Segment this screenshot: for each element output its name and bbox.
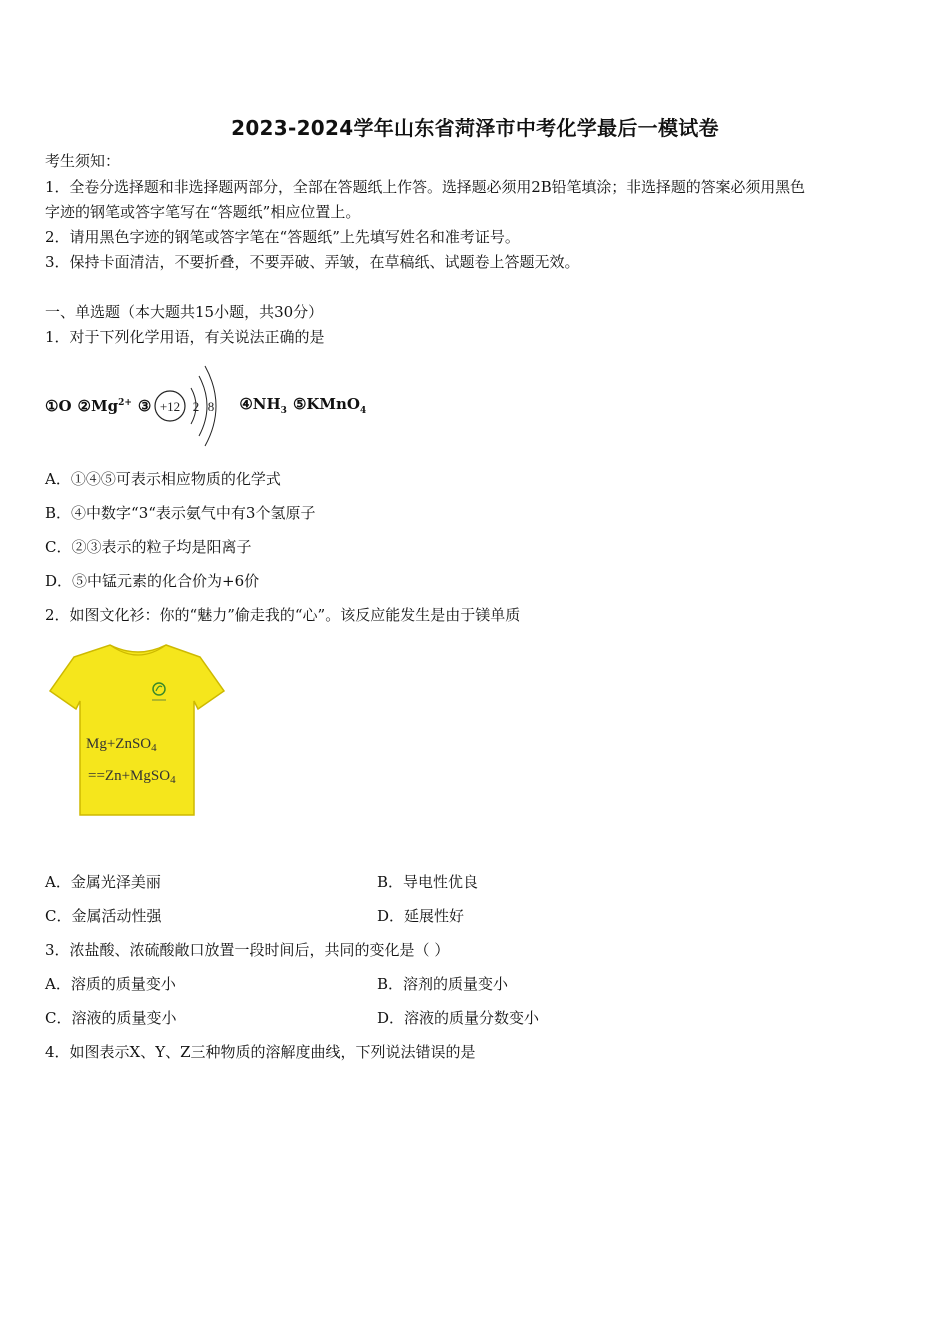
page-title: 2023-2024学年山东省菏泽市中考化学最后一模试卷 bbox=[231, 116, 719, 140]
formula-mg-label: ②Mg bbox=[77, 396, 119, 415]
shell-electrons-2: 8 bbox=[208, 398, 215, 414]
notice-item-2: 2．请用黑色字迹的钢笔或答字笔在“答题纸”上先填写姓名和准考证号。 bbox=[45, 228, 520, 246]
formula-oxygen: ①O bbox=[45, 396, 72, 415]
formula-kmno-label: ⑤KMnO bbox=[292, 395, 360, 413]
question-1-option-b: B．④中数字“3“表示氨气中有3个氢原子 bbox=[45, 504, 316, 522]
formula-kmno4 bbox=[293, 395, 366, 416]
question-3-option-d: D．溶液的质量分数变小 bbox=[377, 1009, 540, 1027]
question-3-option-a: A．溶质的质量变小 bbox=[45, 975, 176, 993]
formula-mg-ion bbox=[78, 397, 132, 415]
question-2-stem: 2．如图文化衫：你的“魅力”偷走我的“心”。该反应能发生是由于镁单质 bbox=[45, 606, 521, 624]
formula-nh-sub: 3 bbox=[280, 406, 287, 416]
question-2-option-c: C．金属活动性强 bbox=[45, 907, 162, 925]
shell-arc-2 bbox=[199, 376, 207, 436]
question-1-option-c: C．②③表示的粒子均是阳离子 bbox=[45, 538, 252, 556]
question-1-formulas bbox=[45, 395, 372, 416]
question-2-option-a: A．金属光泽美丽 bbox=[45, 873, 161, 891]
section-heading: 一、单选题（本大题共15小题，共30分） bbox=[45, 303, 324, 321]
notice-heading: 考生须知： bbox=[45, 152, 121, 170]
question-3-stem: 3．浓盐酸、浓硫酸敞口放置一段时间后，共同的变化是（ ） bbox=[45, 941, 450, 959]
question-2-option-b: B．导电性优良 bbox=[377, 873, 479, 891]
question-3-option-c: C．溶液的质量变小 bbox=[45, 1009, 177, 1027]
shirt-equation-line-1: Mg+ZnSO$_4$ bbox=[86, 736, 157, 754]
question-4-stem: 4．如图表示X、Y、Z三种物质的溶解度曲线，下列说法错误的是 bbox=[45, 1043, 476, 1061]
formula-nh-label: ④NH bbox=[239, 395, 281, 413]
notice-item-1-cont: 字迹的钢笔或答字笔写在“答题纸”相应位置上。 bbox=[45, 203, 361, 221]
question-2-option-d: D．延展性好 bbox=[377, 907, 465, 925]
t-shirt-body bbox=[50, 645, 224, 815]
question-1-stem: 1．对于下列化学用语，有关说法正确的是 bbox=[45, 328, 325, 346]
formula-atom-structure-label: ③ bbox=[137, 396, 152, 415]
formula-kmno-sub: 4 bbox=[360, 406, 367, 416]
atom-structure-diagram bbox=[153, 364, 233, 448]
notice-item-1: 1．全卷分选择题和非选择题两部分，全部在答题纸上作答。选择题必须用2B铅笔填涂；非选择题的答案必须用黑色 bbox=[45, 178, 805, 196]
t-shirt-illustration bbox=[48, 643, 228, 819]
shirt-equation-line-2: ==Zn+MgSO$_4$ bbox=[88, 768, 176, 786]
question-1-option-d: D．⑤中锰元素的化合价为+6价 bbox=[45, 572, 260, 590]
leaf-logo-icon bbox=[153, 683, 165, 695]
shell-electrons-1: 2 bbox=[193, 398, 200, 414]
formula-mg-charge: 2+ bbox=[118, 397, 132, 408]
notice-item-3: 3．保持卡面清洁，不要折叠，不要弄破、弄皱，在草稿纸、试题卷上答题无效。 bbox=[45, 253, 580, 271]
question-1-option-a: A．①④⑤可表示相应物质的化学式 bbox=[45, 470, 281, 488]
formula-ammonia bbox=[239, 395, 287, 416]
nucleus-charge: +12 bbox=[160, 398, 181, 414]
question-3-option-b: B．溶剂的质量变小 bbox=[377, 975, 509, 993]
